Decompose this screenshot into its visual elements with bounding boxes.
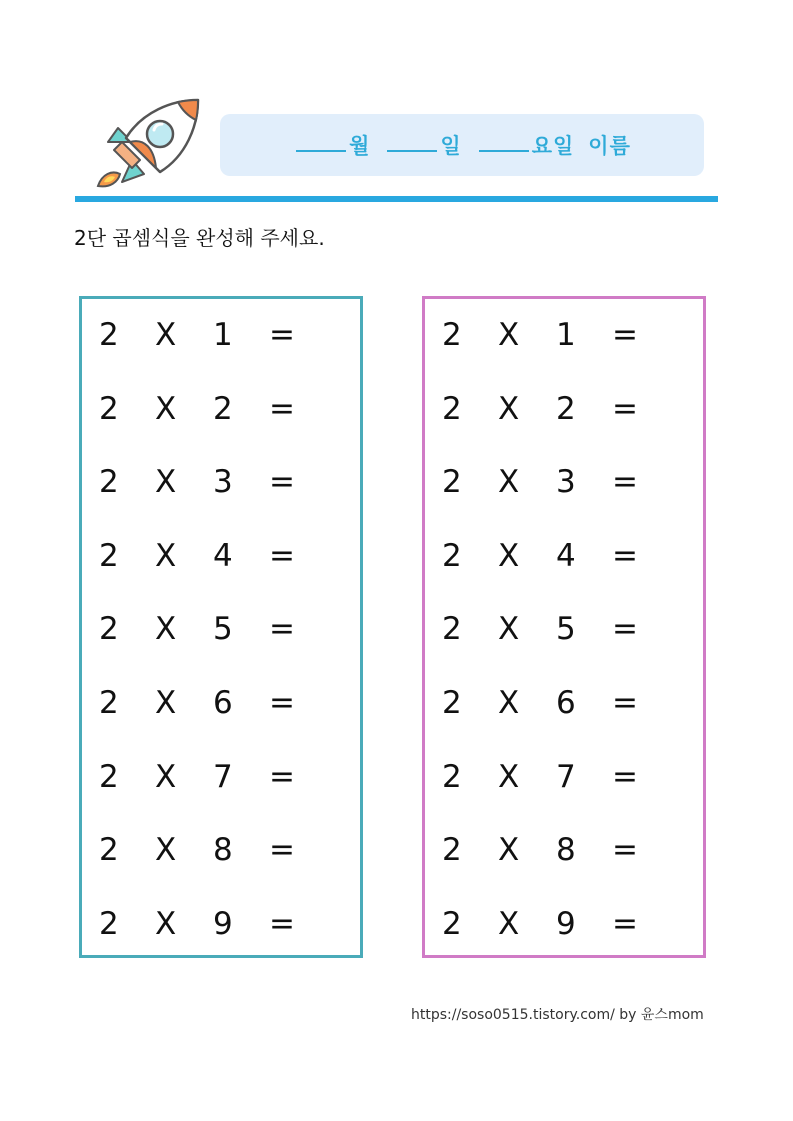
multiplicand: 2 (442, 317, 462, 353)
equals-sign: = (269, 390, 295, 427)
multiplier: 3 (556, 464, 576, 501)
multiplicand: 2 (442, 611, 462, 648)
month-blank[interactable] (296, 150, 346, 152)
multiplicand: 2 (442, 758, 462, 795)
weekday-label: 요일 (531, 134, 575, 158)
header-divider (75, 196, 718, 202)
name-label: 이름 (588, 134, 631, 158)
equals-sign: = (269, 317, 295, 353)
equals-sign: = (269, 758, 295, 795)
rocket-icon (92, 98, 204, 194)
equation-row (425, 830, 703, 870)
date-name-header (220, 114, 704, 176)
equation-row (425, 757, 703, 797)
answer-blank[interactable] (645, 757, 695, 797)
left-problem-panel (79, 296, 363, 958)
answer-blank[interactable] (645, 389, 695, 429)
multiplicand: 2 (442, 905, 462, 942)
multiplier: 9 (213, 905, 233, 942)
day-label: 일 (440, 134, 462, 158)
multiplier: 8 (213, 832, 233, 869)
answer-blank[interactable] (302, 536, 352, 576)
answer-blank[interactable] (302, 462, 352, 502)
answer-blank[interactable] (302, 683, 352, 723)
multiplicand: 2 (442, 464, 462, 501)
answer-blank[interactable] (302, 757, 352, 797)
times-sign: X (498, 464, 520, 501)
weekday-blank[interactable] (479, 150, 529, 152)
multiplicand: 2 (99, 832, 119, 869)
multiplier: 6 (556, 685, 576, 721)
equals-sign: = (612, 832, 638, 869)
equation-row (425, 683, 703, 723)
times-sign: X (498, 611, 520, 648)
equals-sign: = (612, 390, 638, 427)
multiplier: 6 (213, 685, 233, 721)
multiplier: 7 (556, 758, 576, 795)
equals-sign: = (269, 685, 295, 721)
answer-blank[interactable] (645, 462, 695, 502)
multiplier: 5 (213, 611, 233, 648)
multiplicand: 2 (99, 464, 119, 501)
times-sign: X (498, 832, 520, 869)
equation-row (425, 462, 703, 502)
equals-sign: = (612, 758, 638, 795)
equals-sign: = (612, 464, 638, 501)
times-sign: X (155, 905, 177, 942)
equation-row (82, 609, 360, 649)
times-sign: X (498, 685, 520, 721)
equation-row (425, 389, 703, 429)
answer-blank[interactable] (645, 904, 695, 944)
multiplicand: 2 (99, 905, 119, 942)
multiplicand: 2 (99, 685, 119, 721)
answer-blank[interactable] (645, 683, 695, 723)
multiplicand: 2 (99, 390, 119, 427)
multiplier: 4 (556, 537, 576, 574)
equation-row (82, 683, 360, 723)
answer-blank[interactable] (302, 315, 352, 355)
times-sign: X (498, 317, 520, 353)
equals-sign: = (269, 905, 295, 942)
multiplier: 8 (556, 832, 576, 869)
equation-row (425, 536, 703, 576)
equation-row (82, 315, 360, 355)
multiplier: 1 (213, 317, 233, 353)
equation-row (82, 389, 360, 429)
answer-blank[interactable] (302, 830, 352, 870)
multiplicand: 2 (99, 537, 119, 574)
equals-sign: = (269, 464, 295, 501)
answer-blank[interactable] (645, 609, 695, 649)
equation-row (425, 609, 703, 649)
equation-row (82, 462, 360, 502)
answer-blank[interactable] (645, 830, 695, 870)
multiplier: 1 (556, 317, 576, 353)
multiplier: 2 (213, 390, 233, 427)
equals-sign: = (269, 832, 295, 869)
times-sign: X (155, 464, 177, 501)
times-sign: X (498, 537, 520, 574)
times-sign: X (155, 758, 177, 795)
multiplicand: 2 (442, 685, 462, 721)
equals-sign: = (269, 537, 295, 574)
times-sign: X (155, 685, 177, 721)
times-sign: X (155, 390, 177, 427)
equals-sign: = (612, 317, 638, 353)
answer-blank[interactable] (302, 609, 352, 649)
answer-blank[interactable] (645, 315, 695, 355)
times-sign: X (155, 537, 177, 574)
equals-sign: = (269, 611, 295, 648)
equation-row (82, 757, 360, 797)
answer-blank[interactable] (645, 536, 695, 576)
answer-blank[interactable] (302, 904, 352, 944)
multiplier: 7 (213, 758, 233, 795)
multiplier: 9 (556, 905, 576, 942)
equals-sign: = (612, 611, 638, 648)
multiplicand: 2 (99, 317, 119, 353)
times-sign: X (498, 390, 520, 427)
times-sign: X (498, 758, 520, 795)
multiplicand: 2 (442, 537, 462, 574)
footer-credit: https://soso0515.tistory.com/ by 윤스mom (411, 1007, 704, 1023)
times-sign: X (498, 905, 520, 942)
instruction-text: 2단 곱셈식을 완성해 주세요. (74, 226, 325, 250)
month-label: 월 (349, 134, 371, 158)
equation-row (82, 536, 360, 576)
multiplier: 5 (556, 611, 576, 648)
multiplier: 2 (556, 390, 576, 427)
answer-blank[interactable] (302, 389, 352, 429)
equals-sign: = (612, 537, 638, 574)
equation-row (82, 904, 360, 944)
multiplicand: 2 (442, 390, 462, 427)
times-sign: X (155, 317, 177, 353)
multiplier: 3 (213, 464, 233, 501)
equals-sign: = (612, 905, 638, 942)
multiplicand: 2 (442, 832, 462, 869)
equation-row (425, 904, 703, 944)
multiplicand: 2 (99, 758, 119, 795)
equals-sign: = (612, 685, 638, 721)
multiplicand: 2 (99, 611, 119, 648)
multiplier: 4 (213, 537, 233, 574)
right-problem-panel (422, 296, 706, 958)
times-sign: X (155, 832, 177, 869)
equation-row (425, 315, 703, 355)
day-blank[interactable] (387, 150, 437, 152)
equation-row (82, 830, 360, 870)
times-sign: X (155, 611, 177, 648)
